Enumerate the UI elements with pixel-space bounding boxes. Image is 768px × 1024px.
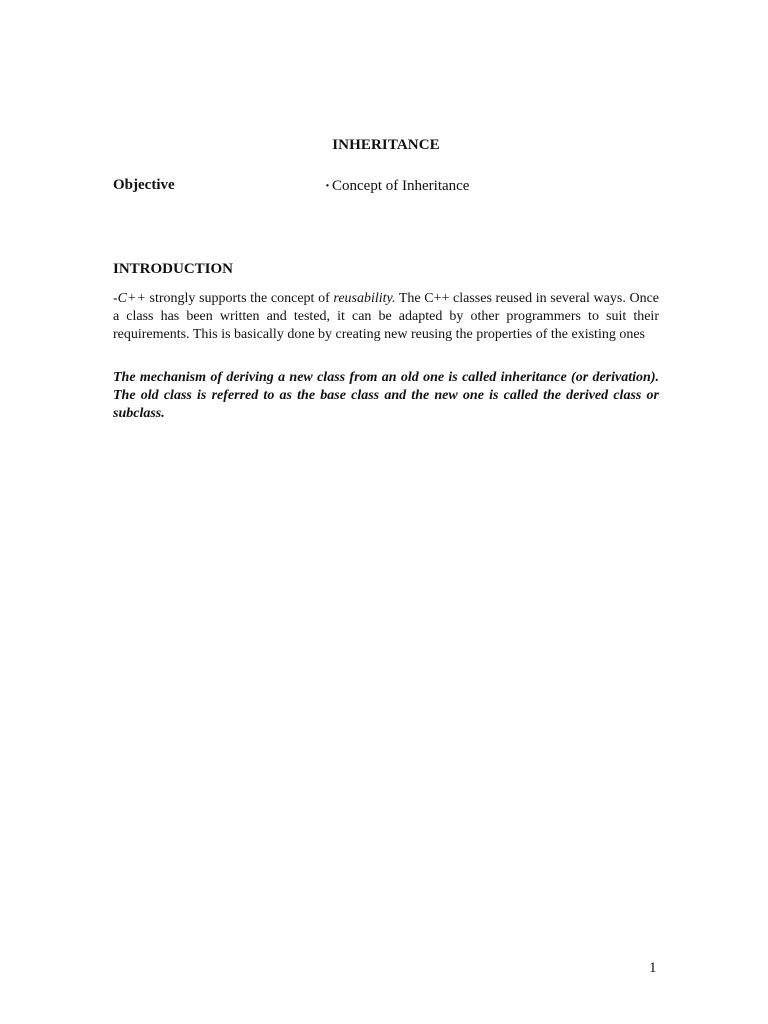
objective-text: Concept of Inheritance (332, 178, 470, 194)
reusability-term: reusability. (333, 291, 396, 306)
objective-label: Objective (113, 177, 175, 193)
introduction-paragraph (113, 290, 659, 344)
intro-text-1: strongly supports the concept of (145, 291, 334, 306)
page-title: INHERITANCE (332, 137, 440, 153)
page-number: 1 (649, 960, 657, 976)
introduction-heading: INTRODUCTION (113, 261, 234, 277)
inheritance-definition: The mechanism of deriving a new class from an old one is called inheritance (or derivation). The old class is referred to as the base class and the new one is called the derived class or subclass. (113, 370, 659, 421)
bullet-icon: · (325, 178, 331, 194)
intro-text-2: The C++ classes reused in several ways. Once a class has been written and tested, it can be adapted by other programmers to suit their requirements. This is basically done by creating new reusing the properties of the existing ones (113, 291, 659, 342)
objective-value (325, 178, 469, 195)
intro-cpp-text: -C++ (113, 291, 146, 306)
